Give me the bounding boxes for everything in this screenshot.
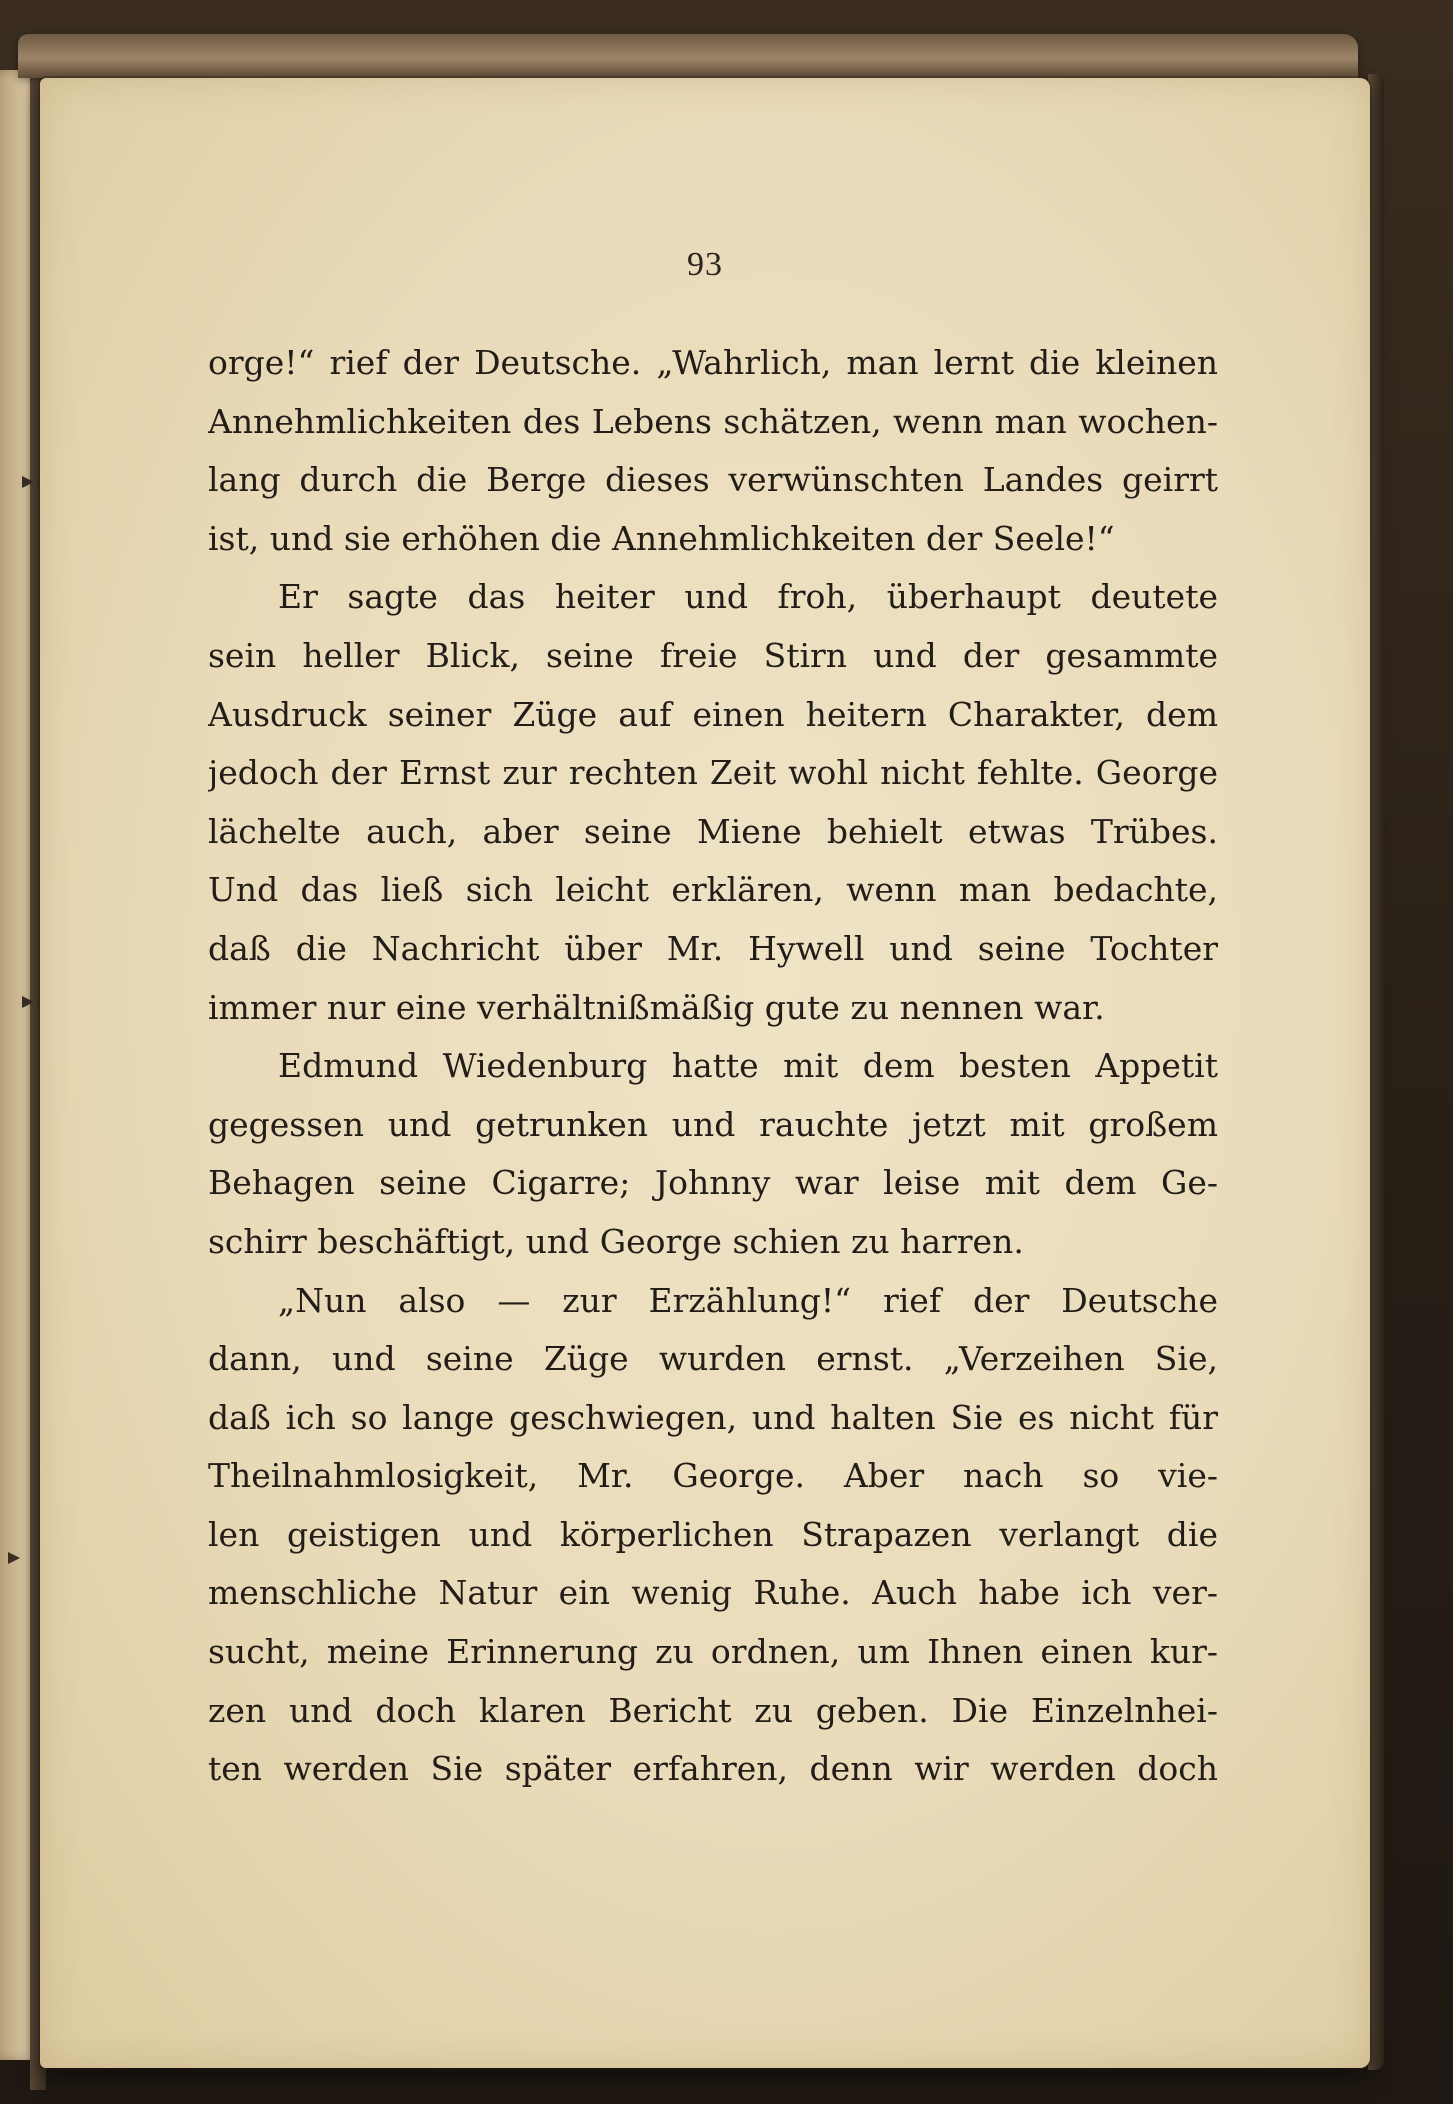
text-line: zen und doch klaren Bericht zu geben. Die Einzelnhei- <box>208 1690 1218 1730</box>
text-line: lächelte auch, aber seine Miene behielt etwas Trübes. <box>208 811 1218 851</box>
text-line: Ausdruck seiner Züge auf einen heitern Charakter, dem <box>208 694 1218 734</box>
text-line: lang durch die Berge dieses verwünschten Landes geirrt <box>208 460 1218 500</box>
text-line: sucht, meine Erinnerung zu ordnen, um Ihnen einen kur- <box>208 1632 1218 1672</box>
text-line: len geistigen und körperlichen Strapazen verlangt die <box>208 1514 1218 1554</box>
text-line: schirr beschäftigt, und George schien zu harren. <box>208 1221 1024 1261</box>
text-line: daß ich so lange geschwiegen, und halten Sie es nicht für <box>208 1397 1218 1437</box>
text-line: orge!“ rief der Deutsche. „Wahrlich, man lernt die kleinen <box>208 343 1218 382</box>
text-line: Behagen seine Cigarre; Johnny war leise mit dem Ge- <box>208 1163 1218 1203</box>
margin-marker-icon <box>8 1552 20 1564</box>
text-line: Und das ließ sich leicht erklären, wenn man bedachte, <box>208 870 1218 910</box>
text-line: ist, und sie erhöhen die Annehmlichkeiten der Seele!“ <box>208 518 1115 558</box>
page-number: 93 <box>687 246 723 283</box>
text-line: ten werden Sie später erfahren, denn wir werden doch <box>208 1749 1218 1789</box>
text-line: sein heller Blick, seine freie Stirn und der gesammte <box>208 635 1218 675</box>
text-line: Edmund Wiedenburg hatte mit dem besten Appetit <box>278 1046 1218 1086</box>
text-line: Theilnahmlosigkeit, Mr. George. Aber nach so vie- <box>208 1456 1218 1496</box>
text-line: Annehmlichkeiten des Lebens schätzen, wenn man wochen- <box>208 401 1218 441</box>
margin-marker-icon <box>22 996 34 1008</box>
text-line: „Nun also — zur Erzählung!“ rief der Deutsche <box>278 1280 1218 1320</box>
text-line: dann, und seine Züge wurden ernst. „Verzeihen Sie, <box>208 1339 1218 1379</box>
text-line: daß die Nachricht über Mr. Hywell und seine Tochter <box>208 928 1218 968</box>
book-cover-right-edge <box>1368 74 1384 2070</box>
text-line: jedoch der Ernst zur rechten Zeit wohl nicht fehlte. George <box>208 753 1218 793</box>
text-line: gegessen und getrunken und rauchte jetzt mit großem <box>208 1104 1218 1144</box>
text-line: menschliche Natur ein wenig Ruhe. Auch habe ich ver- <box>208 1573 1218 1613</box>
book-page <box>40 78 1370 2068</box>
text-line: immer nur eine verhältnißmäßig gute zu nennen war. <box>208 987 1105 1027</box>
margin-marker-icon <box>22 476 34 488</box>
book-cover-top-edge <box>18 34 1358 78</box>
page-body-text <box>208 334 1218 1974</box>
text-line: Er sagte das heiter und froh, überhaupt deutete <box>278 577 1218 617</box>
